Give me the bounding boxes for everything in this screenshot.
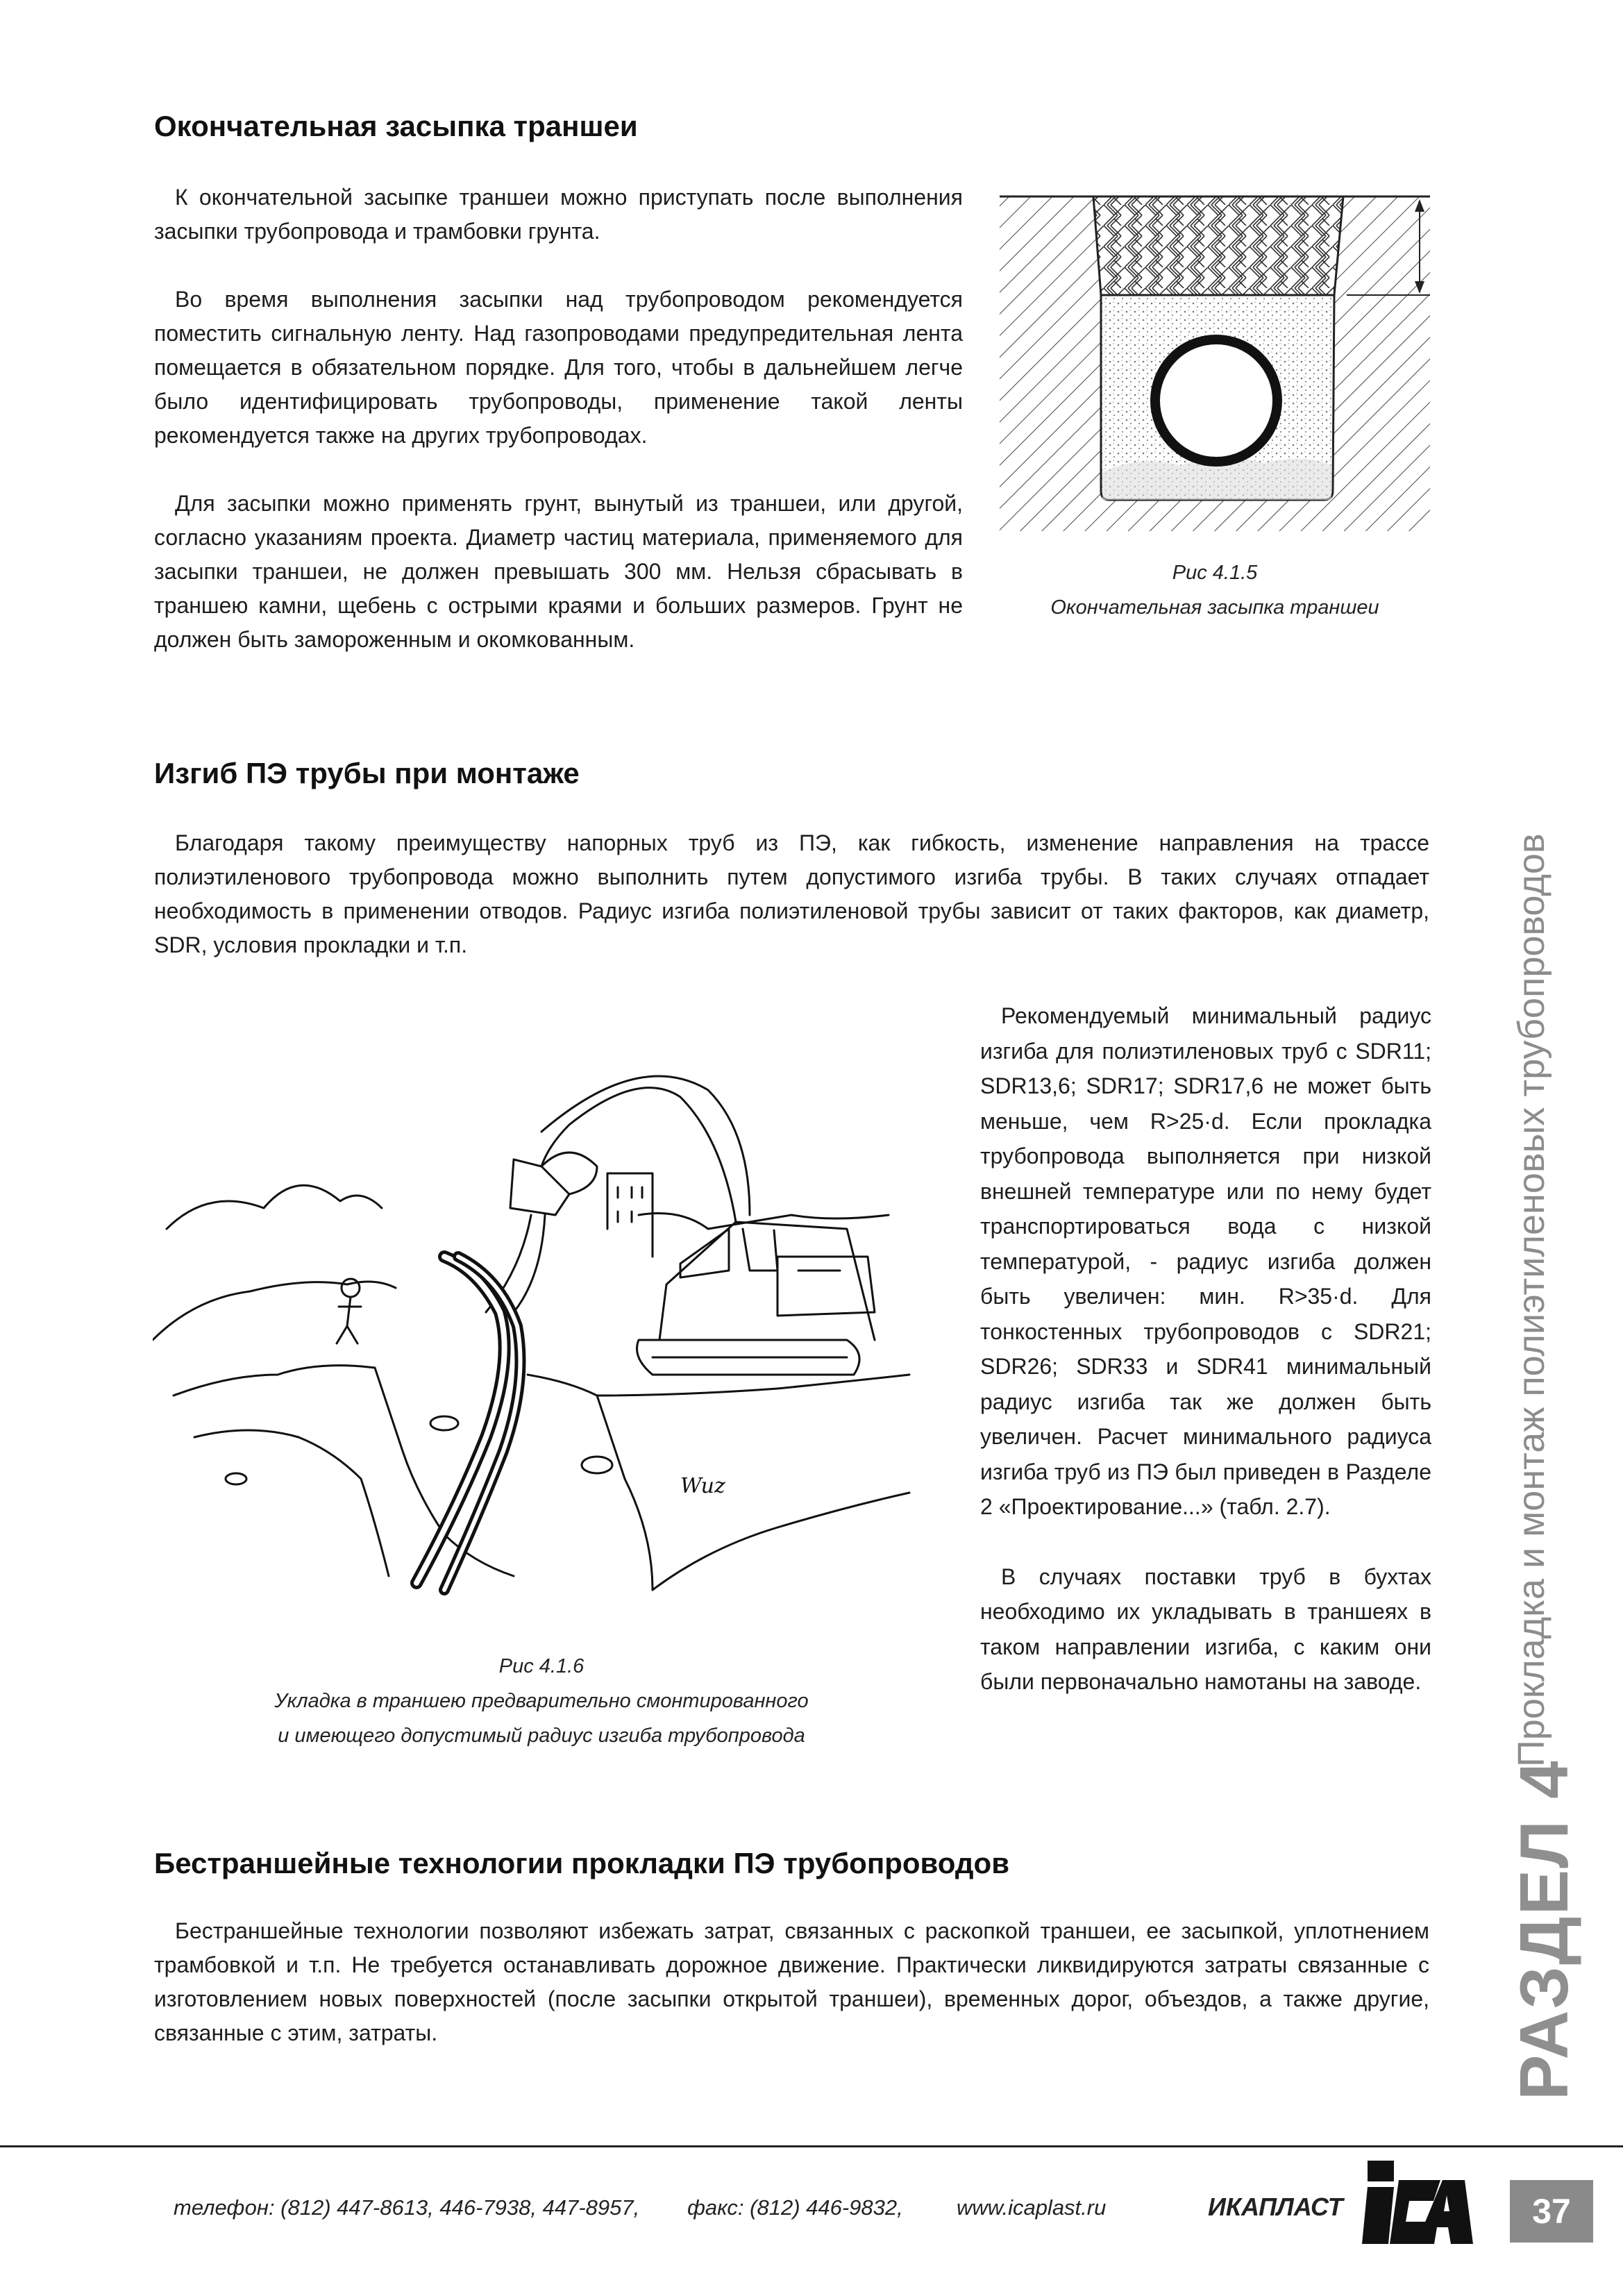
- backfill-text: [154, 181, 963, 657]
- bending-side-text: [980, 998, 1431, 1700]
- figure-number: Рис 4.1.6: [498, 1655, 585, 1677]
- figure-title-line1: Укладка в траншею предварительно смонтированного: [274, 1690, 809, 1712]
- excavator-pipe-laying-figure: [153, 1048, 930, 1597]
- figure-caption-4-1-5: [1000, 555, 1430, 625]
- figure-number: Рис 4.1.5: [1172, 562, 1258, 584]
- footer-phone: телефон: (812) 447-8613, 446-7938, 447-8957,: [174, 2195, 640, 2220]
- figure-caption-4-1-6: [153, 1649, 930, 1753]
- paragraph: Благодаря такому преимуществу напорных труб из ПЭ, как гибкость, изменение направления на трассе полиэтиленового трубопровода можно выполнить путем допустимого изгиба трубы. В таких случаях отпадает необходимость в применении отводов. Радиус изгиба полиэтиленовой трубы зависит от таких факторов, как диаметр, SDR, условия прокладки и т.п.: [154, 830, 1429, 957]
- footer-fax: факс: (812) 446-9832,: [687, 2195, 903, 2220]
- section-heading-trenchless: Бестраншейные технологии прокладки ПЭ трубопроводов: [154, 1847, 1010, 1879]
- paragraph: В случаях поставки труб в бухтах необходимо их укладывать в траншеях в таком направлении изгиба, с каким они были первоначально намотаны на заводе.: [980, 1564, 1431, 1694]
- paragraph: Во время выполнения засыпки над трубопроводом рекомендуется поместить сигнальную ленту. Над газопроводами предупредительная лента помещается в обязательном порядке. Для того, чтобы в дальнейшем легче было идентифицировать трубопроводы, применение такой ленты рекомендуется также на других трубопроводах.: [154, 287, 963, 448]
- trenchless-text: [154, 1914, 1429, 2050]
- section-heading-backfill: Окончательная засыпка траншеи: [154, 110, 638, 142]
- paragraph: К окончательной засыпке траншеи можно приступать после выполнения засыпки трубопровода и трамбовки грунта.: [154, 185, 963, 244]
- sidebar-section-title: Прокладка и монтаж полиэтиленовых трубопроводов: [1511, 833, 1552, 1767]
- paragraph: Для засыпки можно применять грунт, вынутый из траншеи, или другой, согласно указаниям проекта. Диаметр частиц материала, применяемого для засыпки траншеи, не должен превышать 300 мм. Нельзя сбрасывать в траншею камни, щебень с острыми краями и больших размеров. Грунт не должен быть замороженным и окомкованным.: [154, 491, 963, 652]
- footer-website-link[interactable]: www.icaplast.ru: [957, 2195, 1107, 2220]
- page-number-badge: [1510, 2180, 1593, 2243]
- footer-rule: [0, 2145, 1623, 2147]
- ica-logo: [1361, 2152, 1479, 2249]
- figure-title-line2: и имеющего допустимый радиус изгиба трубопровода: [278, 1725, 805, 1747]
- paragraph: Бестраншейные технологии позволяют избежать затрат, связанных с раскопкой траншеи, ее засыпкой, уплотнением трамбовкой и т.п. Не требуется останавливать дорожное движение. Практически ликвидируются затраты связанные с изготовлением новых поверхностей (после засыпки открытой траншеи), временных дорог, объездов, а также другие, связанные с этим, затраты.: [154, 1918, 1429, 2045]
- page-number: 37: [1532, 2192, 1571, 2231]
- footer-company-name: ИКАПЛАСТ: [1208, 2193, 1343, 2221]
- bending-intro: [154, 826, 1429, 962]
- section-heading-bending: Изгиб ПЭ трубы при монтаже: [154, 757, 580, 789]
- trench-cross-section-figure: [1000, 184, 1430, 531]
- sidebar-section-label: РАЗДЕЛ 4: [1506, 1759, 1582, 2100]
- artist-signature: Wuz: [680, 1474, 725, 1498]
- figure-title: Окончательная засыпка траншеи: [1050, 596, 1379, 619]
- paragraph: Рекомендуемый минимальный радиус изгиба для полиэтиленовых труб с SDR11; SDR13,6; SDR17; SDR17,6 не может быть меньше, чем R>25·d. Если прокладка трубопровода выполняется при низкой внешней температуре или по нему будет транспортироваться вода с низкой температурой, - радиус изгиба должен быть увеличен: мин. R>35·d. Для тонкостенных трубопроводов с SDR21; SDR26; SDR33 и SDR41 минимальный радиус изгиба так же должен быть увеличен. Расчет минимального радиуса изгиба труб из ПЭ был приведен в Разделе 2 «Проектирование...» (табл. 2.7).: [980, 1003, 1431, 1519]
